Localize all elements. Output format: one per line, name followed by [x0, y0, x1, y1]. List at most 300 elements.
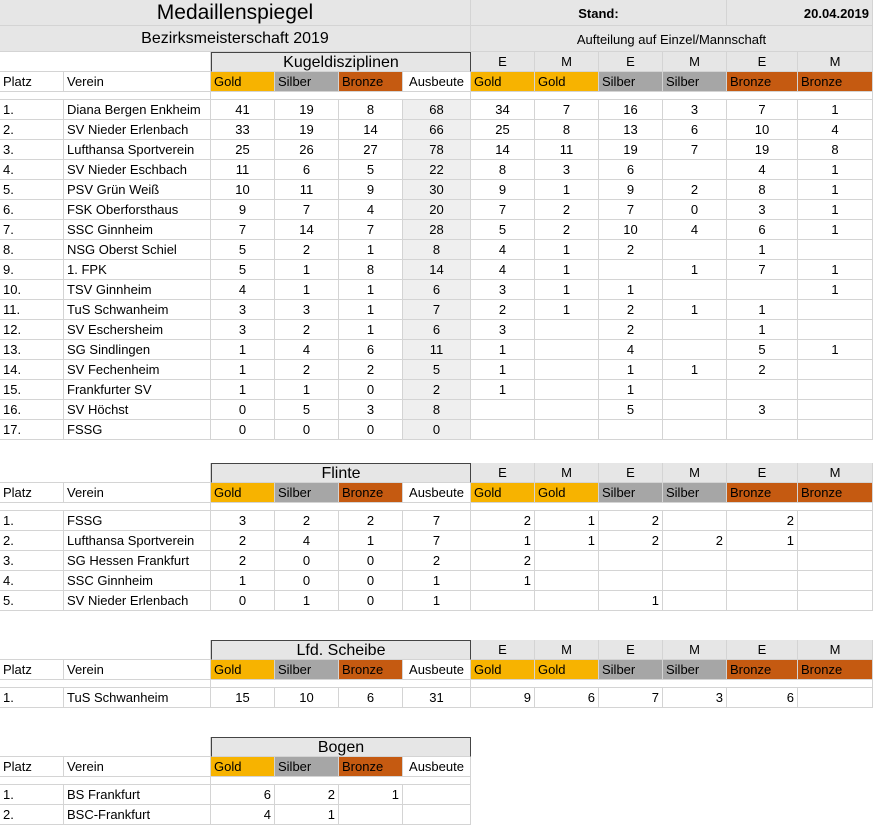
silber-cell: 1: [275, 260, 339, 280]
stand-date: 20.04.2019: [727, 0, 873, 26]
split-cell-e: 2: [599, 531, 663, 551]
col-header-bronze: Bronze: [339, 72, 403, 92]
ausbeute-cell: 1: [403, 591, 471, 611]
split-cell-e: 1: [471, 360, 535, 380]
split-header-e: E: [471, 52, 535, 72]
platz-cell: 7.: [0, 220, 64, 240]
split-header-e: E: [471, 640, 535, 660]
ausbeute-cell: 14: [403, 260, 471, 280]
split-cell-e: 2: [727, 360, 798, 380]
split-cell-e: 1: [471, 571, 535, 591]
col-header-verein: Verein: [64, 483, 211, 503]
bronze-cell: 6: [339, 688, 403, 708]
split-cell-m: 1: [798, 100, 873, 120]
split-cell-e: [599, 571, 663, 591]
split-header-e: E: [727, 52, 798, 72]
ausbeute-cell: 8: [403, 400, 471, 420]
ausbeute-cell: 8: [403, 240, 471, 260]
verein-cell: SSC Ginnheim: [64, 220, 211, 240]
split-cell-e: [599, 420, 663, 440]
split-header-m: M: [535, 640, 599, 660]
split-col-header-gold: Gold: [471, 72, 535, 92]
split-cell-m: 4: [663, 220, 727, 240]
sheet-subtitle: Bezirksmeisterschaft 2019: [0, 26, 471, 52]
silber-cell: 2: [275, 511, 339, 531]
split-cell-m: [798, 400, 873, 420]
col-header-bronze: Bronze: [339, 757, 403, 777]
split-cell-m: 2: [535, 200, 599, 220]
ausbeute-cell: 7: [403, 531, 471, 551]
split-col-header-gold: Gold: [471, 483, 535, 503]
verein-cell: BS Frankfurt: [64, 785, 211, 805]
split-cell-m: [798, 571, 873, 591]
split-cell-m: 7: [663, 140, 727, 160]
verein-cell: SV Nieder Erlenbach: [64, 591, 211, 611]
split-header-m: M: [663, 463, 727, 483]
silber-cell: 1: [275, 380, 339, 400]
col-header-platz: Platz: [0, 757, 64, 777]
split-cell-e: 2: [599, 511, 663, 531]
silber-cell: 14: [275, 220, 339, 240]
split-cell-m: 11: [535, 140, 599, 160]
gold-cell: 5: [211, 240, 275, 260]
ausbeute-cell: 7: [403, 511, 471, 531]
gold-cell: 10: [211, 180, 275, 200]
section-title: Lfd. Scheibe: [211, 640, 471, 660]
silber-cell: 6: [275, 160, 339, 180]
verein-cell: SV Eschersheim: [64, 320, 211, 340]
split-cell-m: 1: [535, 260, 599, 280]
spacer-cell: [0, 680, 211, 688]
spacer-cell: [471, 503, 873, 511]
col-header-silber: Silber: [275, 757, 339, 777]
split-col-header-bronze: Bronze: [727, 483, 798, 503]
ausbeute-cell: 11: [403, 340, 471, 360]
split-cell-e: 1: [471, 531, 535, 551]
section-title: Flinte: [211, 463, 471, 483]
bronze-cell: 8: [339, 260, 403, 280]
col-header-silber: Silber: [275, 72, 339, 92]
split-col-header-gold: Gold: [535, 660, 599, 680]
silber-cell: 2: [275, 320, 339, 340]
col-header-platz: Platz: [0, 72, 64, 92]
bronze-cell: 7: [339, 220, 403, 240]
platz-cell: 5.: [0, 591, 64, 611]
col-header-bronze: Bronze: [339, 660, 403, 680]
split-cell-e: 7: [599, 200, 663, 220]
split-col-header-bronze: Bronze: [727, 660, 798, 680]
ausbeute-cell: [403, 785, 471, 805]
silber-cell: 5: [275, 400, 339, 420]
split-cell-m: 1: [535, 300, 599, 320]
verein-cell: TuS Schwanheim: [64, 688, 211, 708]
bronze-cell: 0: [339, 551, 403, 571]
silber-cell: 7: [275, 200, 339, 220]
silber-cell: 2: [275, 785, 339, 805]
ausbeute-cell: 0: [403, 420, 471, 440]
col-header-ausbeute: Ausbeute: [403, 757, 471, 777]
col-header-gold: Gold: [211, 660, 275, 680]
silber-cell: 0: [275, 551, 339, 571]
split-cell-m: [663, 320, 727, 340]
split-cell-e: 8: [471, 160, 535, 180]
split-col-header-silber: Silber: [599, 483, 663, 503]
split-cell-m: 8: [535, 120, 599, 140]
split-col-header-silber: Silber: [663, 72, 727, 92]
split-cell-m: [798, 551, 873, 571]
bronze-cell: 2: [339, 360, 403, 380]
split-cell-e: 1: [471, 340, 535, 360]
split-cell-m: [663, 380, 727, 400]
verein-cell: SG Hessen Frankfurt: [64, 551, 211, 571]
split-cell-e: 13: [599, 120, 663, 140]
bronze-cell: [339, 805, 403, 825]
split-cell-m: 1: [535, 511, 599, 531]
split-cell-m: [798, 380, 873, 400]
bronze-cell: 6: [339, 340, 403, 360]
split-cell-e: [599, 551, 663, 571]
verein-cell: FSSG: [64, 511, 211, 531]
col-header-gold: Gold: [211, 72, 275, 92]
split-cell-m: [798, 531, 873, 551]
split-header-m: M: [798, 463, 873, 483]
split-header-m: M: [798, 52, 873, 72]
split-cell-e: [471, 400, 535, 420]
split-cell-m: 4: [798, 120, 873, 140]
split-cell-e: [599, 260, 663, 280]
split-cell-e: 1: [727, 531, 798, 551]
blank-cell: [0, 463, 211, 483]
split-cell-e: 4: [471, 260, 535, 280]
col-header-platz: Platz: [0, 483, 64, 503]
split-cell-m: [798, 320, 873, 340]
col-header-verein: Verein: [64, 72, 211, 92]
platz-cell: 1.: [0, 688, 64, 708]
silber-cell: 1: [275, 591, 339, 611]
platz-cell: 2.: [0, 531, 64, 551]
silber-cell: 19: [275, 120, 339, 140]
split-col-header-gold: Gold: [535, 72, 599, 92]
gold-cell: 0: [211, 400, 275, 420]
split-cell-e: 3: [727, 200, 798, 220]
split-cell-e: 2: [599, 320, 663, 340]
sheet-title: Medaillenspiegel: [0, 0, 471, 26]
split-header-m: M: [535, 52, 599, 72]
split-cell-e: [727, 280, 798, 300]
split-cell-e: [727, 380, 798, 400]
bronze-cell: 4: [339, 200, 403, 220]
split-header-e: E: [599, 463, 663, 483]
split-cell-m: 1: [535, 531, 599, 551]
split-cell-m: 1: [535, 180, 599, 200]
split-cell-m: [535, 320, 599, 340]
split-cell-m: [535, 571, 599, 591]
blank-cell: [0, 640, 211, 660]
split-cell-e: 10: [727, 120, 798, 140]
ausbeute-cell: 30: [403, 180, 471, 200]
spacer-cell: [211, 680, 471, 688]
bronze-cell: 1: [339, 531, 403, 551]
split-cell-e: 5: [727, 340, 798, 360]
silber-cell: 1: [275, 280, 339, 300]
split-cell-e: [471, 420, 535, 440]
silber-cell: 26: [275, 140, 339, 160]
split-header-m: M: [535, 463, 599, 483]
split-cell-m: 1: [663, 260, 727, 280]
split-col-header-silber: Silber: [663, 660, 727, 680]
split-header-e: E: [727, 640, 798, 660]
split-cell-m: 2: [663, 531, 727, 551]
split-cell-m: [798, 420, 873, 440]
ausbeute-cell: 68: [403, 100, 471, 120]
gold-cell: 6: [211, 785, 275, 805]
platz-cell: 15.: [0, 380, 64, 400]
split-cell-e: 4: [471, 240, 535, 260]
split-col-header-gold: Gold: [471, 660, 535, 680]
split-cell-e: 5: [599, 400, 663, 420]
verein-cell: FSK Oberforsthaus: [64, 200, 211, 220]
platz-cell: 5.: [0, 180, 64, 200]
split-col-header-bronze: Bronze: [727, 72, 798, 92]
bronze-cell: 0: [339, 420, 403, 440]
split-cell-m: [663, 571, 727, 591]
ausbeute-cell: 28: [403, 220, 471, 240]
gold-cell: 4: [211, 805, 275, 825]
verein-cell: PSV Grün Weiß: [64, 180, 211, 200]
spacer-cell: [211, 777, 471, 785]
bronze-cell: 1: [339, 300, 403, 320]
split-cell-e: [727, 591, 798, 611]
split-cell-m: 1: [798, 180, 873, 200]
spacer-cell: [211, 92, 471, 100]
split-cell-e: [727, 420, 798, 440]
split-cell-e: 1: [599, 380, 663, 400]
split-cell-e: 19: [599, 140, 663, 160]
split-cell-e: 2: [599, 240, 663, 260]
platz-cell: 13.: [0, 340, 64, 360]
bronze-cell: 0: [339, 571, 403, 591]
ausbeute-cell: 22: [403, 160, 471, 180]
split-cell-m: 7: [535, 100, 599, 120]
ausbeute-cell: 6: [403, 320, 471, 340]
split-cell-e: 2: [471, 511, 535, 531]
split-cell-e: 25: [471, 120, 535, 140]
ausbeute-cell: [403, 805, 471, 825]
split-cell-m: 3: [663, 100, 727, 120]
split-cell-m: [535, 340, 599, 360]
split-header-m: M: [663, 52, 727, 72]
split-cell-e: 3: [727, 400, 798, 420]
silber-cell: 4: [275, 340, 339, 360]
split-cell-m: 1: [663, 300, 727, 320]
split-cell-m: [535, 380, 599, 400]
split-cell-e: 16: [599, 100, 663, 120]
split-cell-m: [535, 591, 599, 611]
gold-cell: 0: [211, 420, 275, 440]
split-cell-e: 2: [599, 300, 663, 320]
gold-cell: 1: [211, 571, 275, 591]
verein-cell: SV Fechenheim: [64, 360, 211, 380]
col-header-ausbeute: Ausbeute: [403, 660, 471, 680]
split-col-header-bronze: Bronze: [798, 483, 873, 503]
gold-cell: 33: [211, 120, 275, 140]
split-cell-m: 1: [663, 360, 727, 380]
split-cell-e: 9: [471, 180, 535, 200]
split-cell-m: 1: [535, 240, 599, 260]
split-cell-e: 1: [599, 360, 663, 380]
spacer-cell: [471, 680, 873, 688]
split-cell-m: [663, 400, 727, 420]
col-header-gold: Gold: [211, 483, 275, 503]
split-col-header-bronze: Bronze: [798, 72, 873, 92]
split-cell-e: 34: [471, 100, 535, 120]
silber-cell: 1: [275, 805, 339, 825]
col-header-verein: Verein: [64, 660, 211, 680]
platz-cell: 11.: [0, 300, 64, 320]
platz-cell: 1.: [0, 511, 64, 531]
gold-cell: 1: [211, 360, 275, 380]
split-cell-m: 1: [798, 160, 873, 180]
split-cell-m: [798, 511, 873, 531]
verein-cell: TuS Schwanheim: [64, 300, 211, 320]
ausbeute-cell: 66: [403, 120, 471, 140]
split-cell-m: [535, 360, 599, 380]
split-cell-e: 1: [599, 591, 663, 611]
col-header-gold: Gold: [211, 757, 275, 777]
split-cell-e: 1: [599, 280, 663, 300]
ausbeute-cell: 7: [403, 300, 471, 320]
gold-cell: 7: [211, 220, 275, 240]
col-header-silber: Silber: [275, 660, 339, 680]
gold-cell: 25: [211, 140, 275, 160]
split-cell-e: 7: [471, 200, 535, 220]
verein-cell: NSG Oberst Schiel: [64, 240, 211, 260]
verein-cell: Lufthansa Sportverein: [64, 140, 211, 160]
split-cell-m: [535, 551, 599, 571]
section-title: Kugeldisziplinen: [211, 52, 471, 72]
spacer-cell: [0, 777, 211, 785]
split-cell-m: 6: [535, 688, 599, 708]
platz-cell: 2.: [0, 805, 64, 825]
split-header-e: E: [471, 463, 535, 483]
split-cell-e: 19: [727, 140, 798, 160]
silber-cell: 0: [275, 420, 339, 440]
split-cell-e: [727, 571, 798, 591]
spacer-cell: [0, 92, 211, 100]
bronze-cell: 1: [339, 280, 403, 300]
silber-cell: 19: [275, 100, 339, 120]
split-cell-e: 4: [599, 340, 663, 360]
gold-cell: 41: [211, 100, 275, 120]
verein-cell: SV Nieder Eschbach: [64, 160, 211, 180]
bronze-cell: 14: [339, 120, 403, 140]
split-cell-m: 2: [535, 220, 599, 240]
platz-cell: 12.: [0, 320, 64, 340]
split-cell-e: [471, 591, 535, 611]
split-cell-m: [798, 688, 873, 708]
split-cell-m: 3: [535, 160, 599, 180]
split-cell-e: 2: [727, 511, 798, 531]
split-col-header-silber: Silber: [663, 483, 727, 503]
verein-cell: SV Höchst: [64, 400, 211, 420]
split-cell-m: 1: [798, 260, 873, 280]
split-cell-e: 3: [471, 320, 535, 340]
bronze-cell: 1: [339, 240, 403, 260]
split-cell-m: 3: [663, 688, 727, 708]
ausbeute-cell: 78: [403, 140, 471, 160]
split-cell-e: 9: [599, 180, 663, 200]
split-cell-m: 1: [535, 280, 599, 300]
split-cell-e: 6: [727, 688, 798, 708]
split-cell-m: 2: [663, 180, 727, 200]
platz-cell: 3.: [0, 551, 64, 571]
col-header-ausbeute: Ausbeute: [403, 72, 471, 92]
blank-cell: [0, 52, 211, 72]
ausbeute-cell: 20: [403, 200, 471, 220]
silber-cell: 11: [275, 180, 339, 200]
split-header-e: E: [599, 52, 663, 72]
spacer-cell: [0, 503, 211, 511]
silber-cell: 3: [275, 300, 339, 320]
silber-cell: 0: [275, 571, 339, 591]
spacer-cell: [211, 503, 471, 511]
platz-cell: 4.: [0, 571, 64, 591]
split-cell-m: [663, 591, 727, 611]
split-cell-m: [663, 240, 727, 260]
split-cell-e: 7: [599, 688, 663, 708]
blank-cell: [0, 737, 211, 757]
ausbeute-cell: 31: [403, 688, 471, 708]
platz-cell: 2.: [0, 120, 64, 140]
split-header-e: E: [599, 640, 663, 660]
gold-cell: 3: [211, 320, 275, 340]
bronze-cell: 0: [339, 591, 403, 611]
bronze-cell: 5: [339, 160, 403, 180]
verein-cell: Lufthansa Sportverein: [64, 531, 211, 551]
split-cell-e: 6: [599, 160, 663, 180]
bronze-cell: 1: [339, 785, 403, 805]
platz-cell: 4.: [0, 160, 64, 180]
gold-cell: 9: [211, 200, 275, 220]
bronze-cell: 9: [339, 180, 403, 200]
split-cell-e: 7: [727, 100, 798, 120]
platz-cell: 17.: [0, 420, 64, 440]
ausbeute-cell: 6: [403, 280, 471, 300]
verein-cell: SV Nieder Erlenbach: [64, 120, 211, 140]
bronze-cell: 2: [339, 511, 403, 531]
split-cell-m: [798, 240, 873, 260]
gold-cell: 2: [211, 531, 275, 551]
split-cell-e: 10: [599, 220, 663, 240]
col-header-platz: Platz: [0, 660, 64, 680]
split-cell-m: 1: [798, 220, 873, 240]
silber-cell: 10: [275, 688, 339, 708]
split-cell-m: 8: [798, 140, 873, 160]
split-col-header-bronze: Bronze: [798, 660, 873, 680]
col-header-verein: Verein: [64, 757, 211, 777]
gold-cell: 0: [211, 591, 275, 611]
gold-cell: 1: [211, 380, 275, 400]
split-cell-m: [663, 551, 727, 571]
platz-cell: 1.: [0, 785, 64, 805]
gold-cell: 3: [211, 511, 275, 531]
gold-cell: 5: [211, 260, 275, 280]
ausbeute-cell: 5: [403, 360, 471, 380]
platz-cell: 6.: [0, 200, 64, 220]
split-cell-m: [798, 300, 873, 320]
bronze-cell: 3: [339, 400, 403, 420]
split-cell-m: 6: [663, 120, 727, 140]
